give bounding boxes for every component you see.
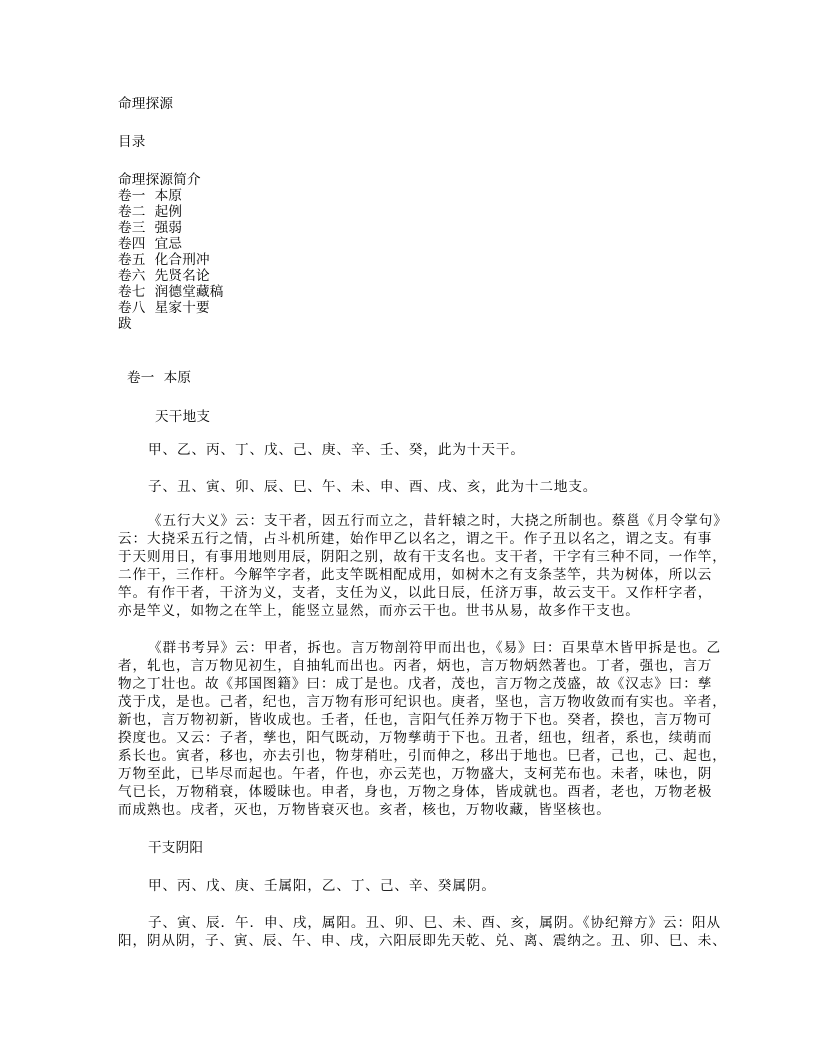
paragraph-line: 系长也。寅者，移也，亦去引也，物芽稍吐，引而伸之，移出于地也。巳者，己也，己、起也， [118,748,727,764]
paragraph-line: 于天则用日，有事用地则用辰，阴阳之别，故有干支名也。支干者，干字有三种不同，一作竿， [118,549,727,565]
section-heading: 干支阴阳 [148,840,204,856]
toc-item: 卷六 先贤名论 [118,268,210,284]
toc-item: 命理探源简介 [118,172,201,188]
toc-item: 卷八 星家十要 [118,300,210,316]
paragraph-line: 物之丁壮也。故《邦国图籍》曰：成丁是也。戊者，茂也，言万物之茂盛，故《汉志》曰：孳 [118,676,713,692]
paragraph-line: 新也，言万物初新，皆收成也。壬者，任也，言阳气任养万物于下也。癸者，揆也，言万物可 [118,712,713,728]
paragraph-line: 竿。有作干者，干济为义，支者，支任为义，以此日辰，任济万事，故云支干。又作杆字者， [118,585,713,601]
paragraph-line: 茂于戊，是也。己者，纪也，言万物有形可纪识也。庚者，坚也，言万物收敛而有实也。辛者， [118,694,727,710]
paragraph-stems-yinyang: 甲、丙、戊、庚、壬属阳，乙、丁、己、辛、癸属阴。 [148,878,496,894]
paragraph-line: 气已长，万物稍衰，体暧昧也。申者，身也，万物之身体，皆成就也。酉者，老也，万物老极 [118,784,713,800]
section-heading: 天干地支 [155,409,211,425]
toc-item: 卷三 强弱 [118,220,183,236]
toc-item: 卷七 润德堂藏稿 [118,284,224,300]
paragraph-line: 亦是竿义，如物之在竿上，能竖立显然，而亦云干也。世书从易，故多作干支也。 [118,603,640,619]
paragraph-line: 《群书考异》云：甲者，拆也。言万物剖符甲而出也，《易》曰：百果草木皆甲拆是也。乙 [148,640,721,656]
document-title: 命理探源 [118,96,174,112]
paragraph-line: 万物至此，已毕尽而起也。午者，仵也，亦云芜也，万物盛大，支柯芜布也。未者，味也，阴 [118,766,713,782]
paragraph-line: 揆度也。又云：子者，孳也，阳气既动，万物孳萌于下也。丑者，纽也，纽者，系也，续萌而 [118,730,713,746]
toc-item: 卷四 宜忌 [118,236,183,252]
paragraph-line: 二作干，三作杆。今解竿字者，此支竿既相配成用，如树木之有支条茎竿，共为树体，所以云 [118,567,713,583]
paragraph-line: 阳，阴从阴，子、寅、辰、午、申、戌，六阳辰即先天乾、兑、离、震纳之。丑、卯、巳、未、 [118,933,727,949]
toc-item: 卷一 本原 [118,188,183,204]
chapter-heading: 卷一 本原 [127,370,192,386]
paragraph-earthly-branches: 子、丑、寅、卯、辰、巳、午、未、申、酉、戌、亥，此为十二地支。 [148,479,598,495]
toc-heading: 目录 [118,134,146,150]
paragraph-line: 子、寅、辰．午．申、戌，属阳。丑、卯、巳、未、酉、亥，属阴。《协纪辩方》云：阳从 [148,915,721,931]
paragraph-line: 云：大挠采五行之情，占斗机所建，始作甲乙以名之，谓之干。作子丑以名之，谓之支。有事 [118,531,713,547]
toc-item: 跋 [118,316,132,332]
paragraph-heavenly-stems: 甲、乙、丙、丁、戊、己、庚、辛、壬、癸，此为十天干。 [148,442,525,458]
toc-item: 卷二 起例 [118,204,183,220]
toc-item: 卷五 化合刑冲 [118,252,210,268]
paragraph-line: 而成熟也。戌者，灭也，万物皆衰灭也。亥者，核也，万物收藏，皆坚核也。 [118,802,611,818]
paragraph-line: 《五行大义》云：支干者，因五行而立之，昔轩辕之时，大挠之所制也。蔡邕《月令掌句》 [148,513,728,529]
paragraph-line: 者，轧也，言万物见初生，自抽轧而出也。丙者，炳也，言万物炳然著也。丁者，强也，言万 [118,658,713,674]
